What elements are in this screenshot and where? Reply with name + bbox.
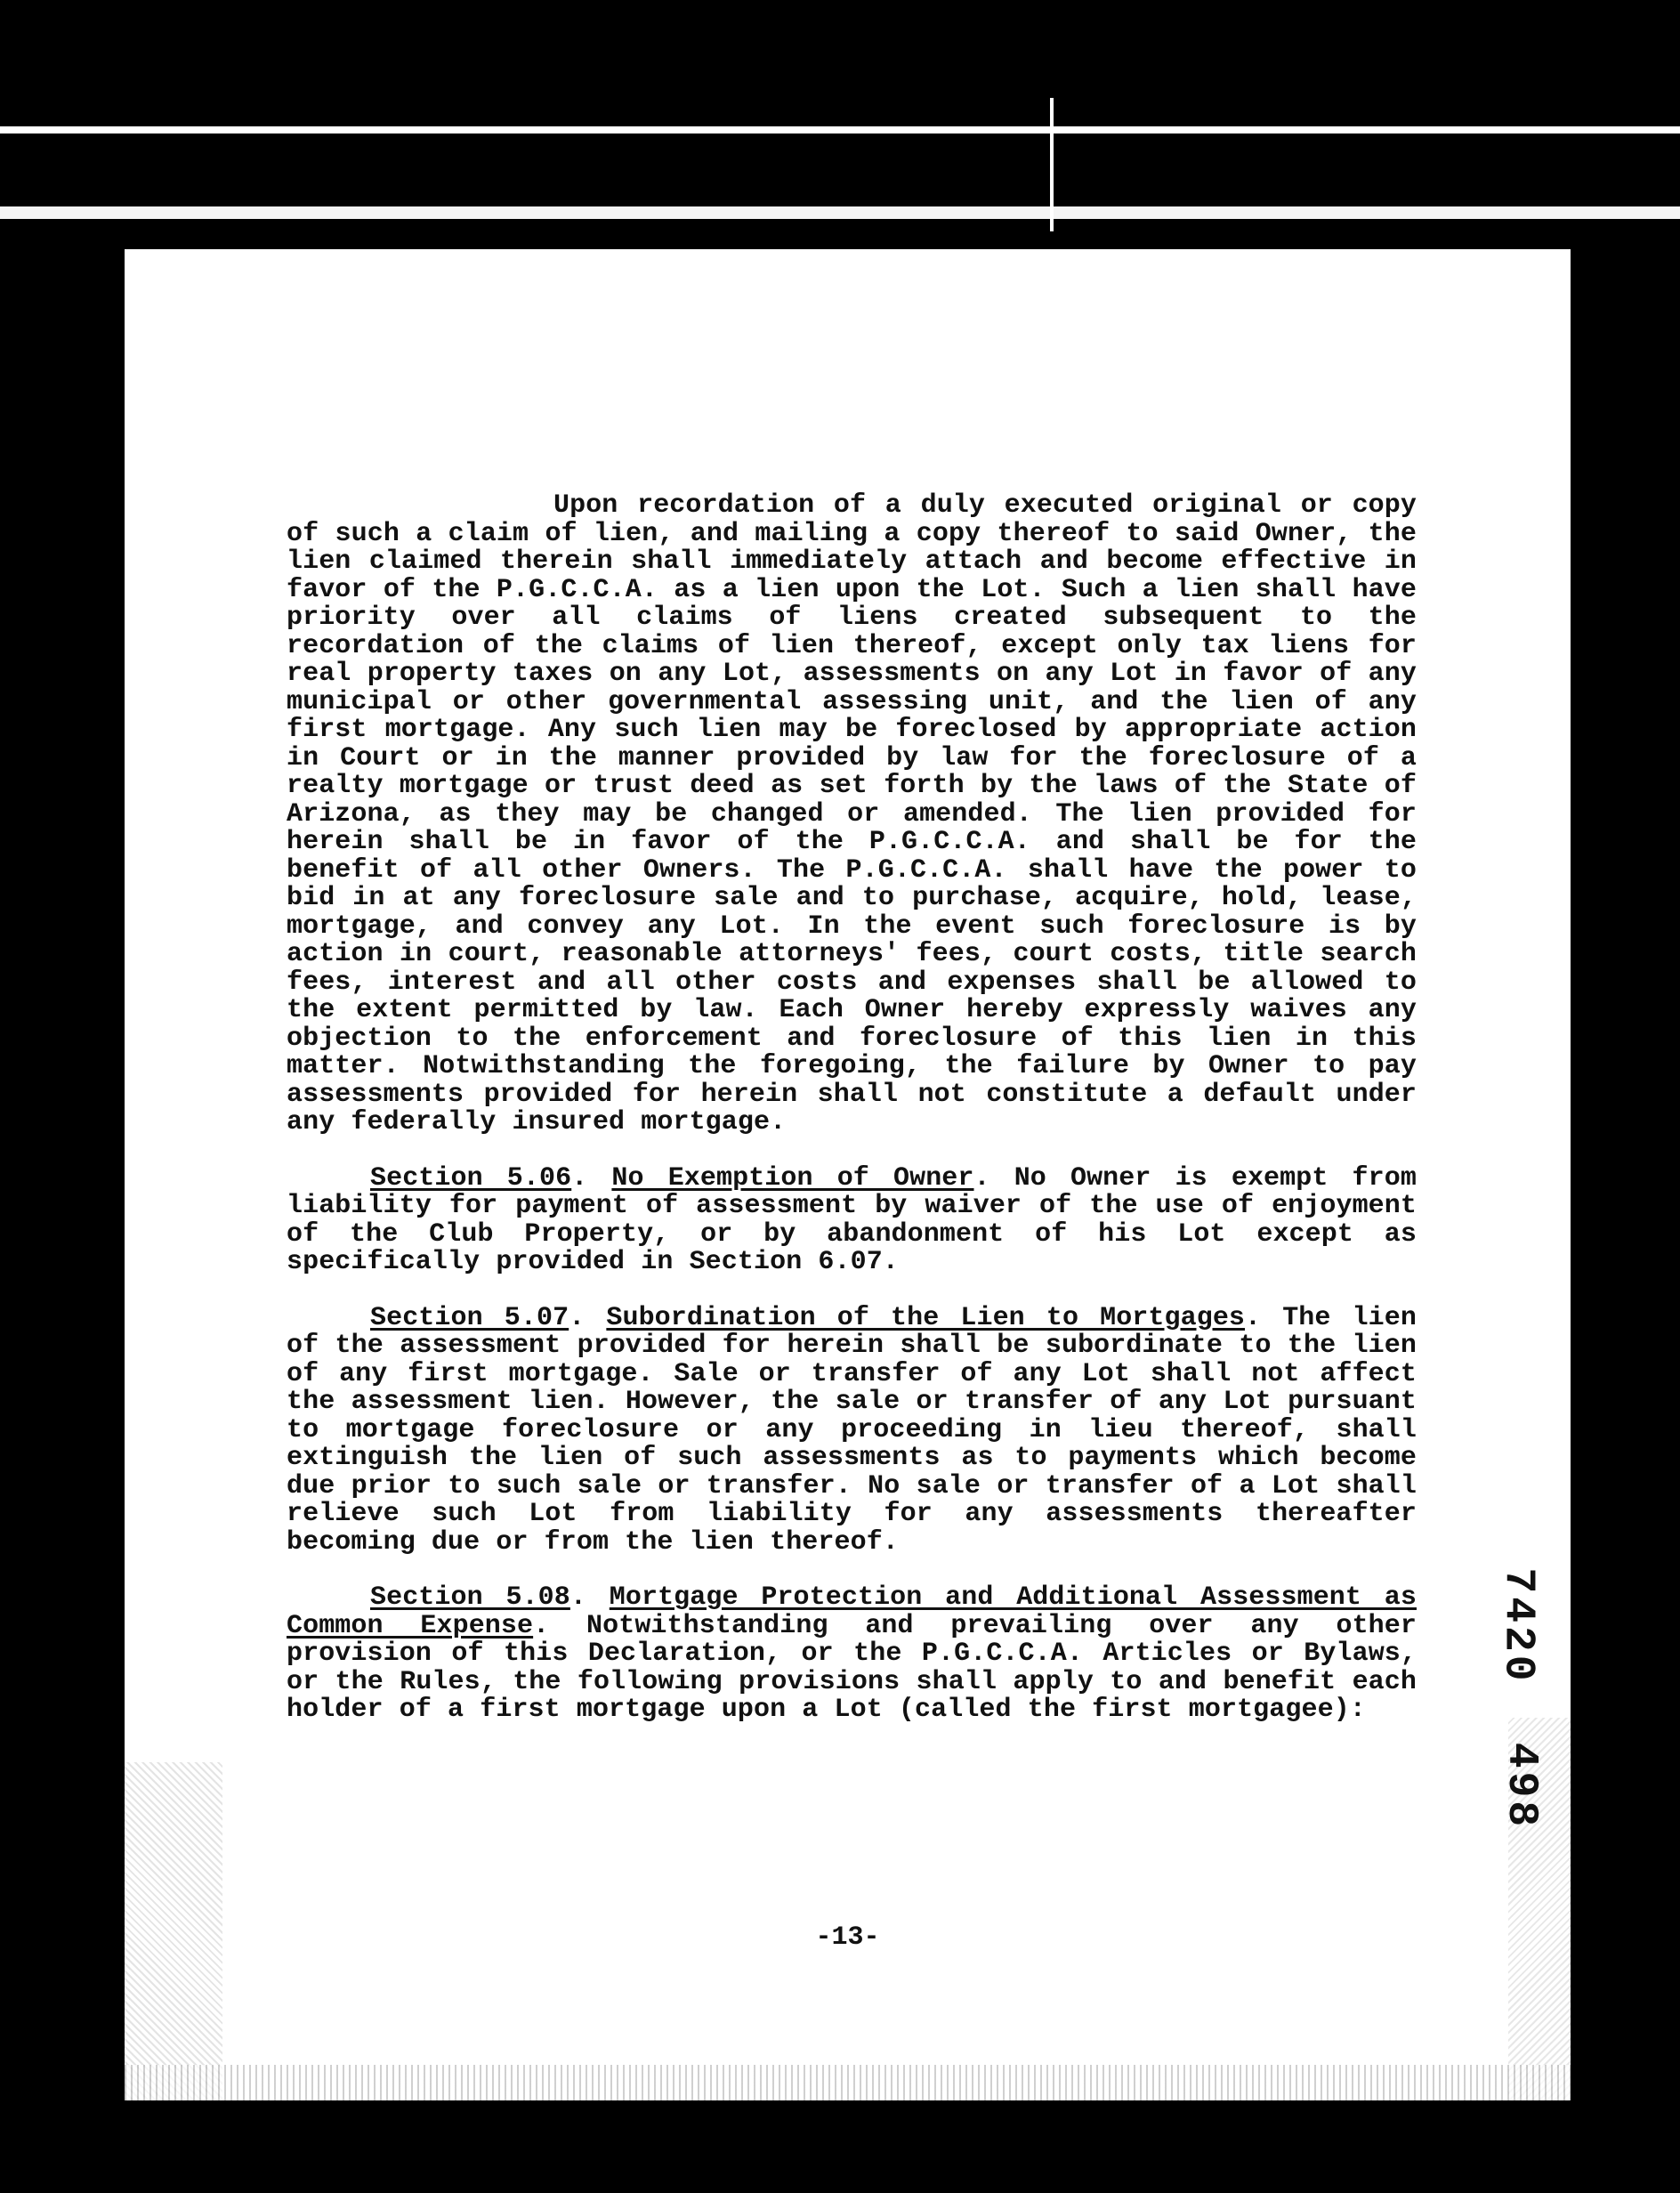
scanner-edge-band	[0, 0, 1680, 227]
section-number: Section 5.08	[370, 1582, 570, 1613]
section-body: The lien of the assessment provided for herein shall be subordinate to the lien of any first mortgage. Sale or transfer of any Lot shall not affect the assessment lien. However, the sale or transfer of any Lot pursuant to mortgage foreclosure or any proceeding in lieu thereof, shall extinguish the lien of such assessments as to payments which become due prior to such sale or transfer. No sale or transfer of a Lot shall relieve such Lot from liability for any assessments thereafter becoming due or from the lien thereof.	[287, 1302, 1417, 1558]
recording-stamp-number: 7420	[1493, 1567, 1542, 1685]
scanner-edge-strip	[0, 206, 1680, 219]
document-body	[287, 492, 1417, 1752]
section-title: Mortgage Protection and Additional Assessment as Common Expense	[287, 1582, 1417, 1641]
section-body: Notwithstanding and prevailing over any other provision of this Declaration, or the P.G.C.C.A. Articles or Bylaws, or the Rules, the following provisions shall apply to and benefit each holder of a first mortgage upon a Lot (called the first mortgagee):	[287, 1610, 1417, 1725]
paragraph-lien-recordation: Upon recordation of a duly executed original or copy of such a claim of lien, and mailing a copy thereof to said Owner, the lien claimed therein shall immediately attach and become effective in favor of the P.G.C.C.A. as a lien upon the Lot. Such a lien shall have priority over all claims of liens created subsequent to the recordation of the claims of lien thereof, except only tax liens for real property taxes on any Lot, assessments on any Lot in favor of any municipal or other governmental assessing unit, and the lien of any first mortgage. Any such lien may be foreclosed by appropriate action in Court or in the manner provided by law for the foreclosure of a realty mortgage or trust deed as set forth by the laws of the State of Arizona, as they may be changed or amended. The lien provided for herein shall be in favor of the P.G.C.C.A. and shall be for the benefit of all other Owners. The P.G.C.C.A. shall have the power to bid in at any foreclosure sale and to purchase, acquire, hold, lease, mortgage, and convey any Lot. In the event such foreclosure is by action in court, reasonable attorneys' fees, court costs, title search fees, interest and all other costs and expenses shall be allowed to the extent permitted by law. Each Owner hereby expressly waives any objection to the enforcement and foreclosure of this lien in this matter. Notwithstanding the foregoing, the failure by Owner to pay assessments provided for herein shall not constitute a default under any federally insured mortgage.	[287, 490, 1417, 1137]
scanner-edge-mark	[1050, 98, 1054, 231]
scan-noise	[125, 2065, 1571, 2100]
section-5-08: Section 5.08. Mortgage Protection and Additional Assessment as Common Expense. Notwithstanding and prevailing over any other provision of this Declaration, or the P.G.C.C.A. Articles or Bylaws, or the Rules, the following provisions shall apply to and benefit each holder of a first mortgage upon a Lot (called the first mortgagee):	[287, 1582, 1417, 1725]
page-number: -13-	[815, 1922, 880, 1953]
section-title: No Exemption of Owner	[611, 1162, 974, 1194]
section-number: Section 5.07	[370, 1302, 569, 1333]
section-5-06: Section 5.06. No Exemption of Owner. No Owner is exempt from liability for payment of assessment by waiver of the use of enjoyment of the Club Property, or by abandonment of his Lot except as specifically provided in Section 6.07.	[287, 1162, 1417, 1277]
scanner-edge-strip	[0, 126, 1680, 134]
document-page	[125, 249, 1571, 2100]
section-body: No Owner is exempt from liability for payment of assessment by waiver of the use of enjoyment of the Club Property, or by abandonment of his Lot except as specifically provided in Section 6.07.	[287, 1162, 1417, 1277]
section-5-07: Section 5.07. Subordination of the Lien to Mortgages. The lien of the assessment provided for herein shall be subordinate to the lien of any first mortgage. Sale or transfer of any Lot shall not affect the assessment lien. However, the sale or transfer of any Lot pursuant to mortgage foreclosure or any proceeding in lieu thereof, shall extinguish the lien of such assessments as to payments which become due prior to such sale or transfer. No sale or transfer of a Lot shall relieve such Lot from liability for any assessments thereafter becoming due or from the lien thereof.	[287, 1302, 1417, 1558]
section-title: Subordination of the Lien to Mortgages	[606, 1302, 1246, 1333]
section-number: Section 5.06	[370, 1162, 572, 1194]
recording-stamp-number: 498	[1497, 1742, 1546, 1831]
